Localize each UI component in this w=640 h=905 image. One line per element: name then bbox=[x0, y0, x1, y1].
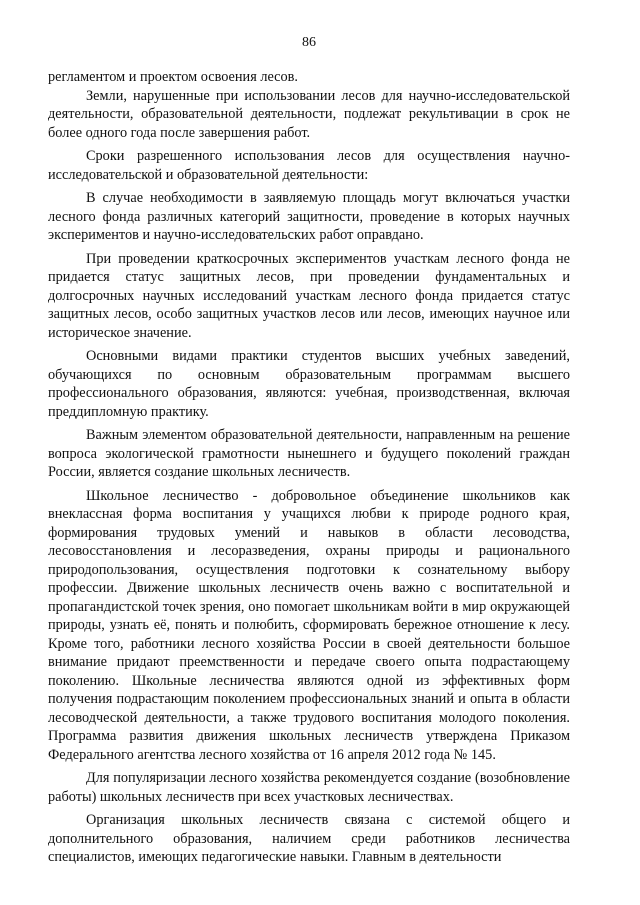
paragraph-student-practice: Основными видами практики студентов высших учебных заведений, обучающихся по основным образовательным программам высшего профессионального образования, являются: учебная, производственная, включая преддипломную практику. bbox=[48, 348, 570, 420]
paragraph-ecological-literacy: Важным элементом образовательной деятельности, направленным на решение вопроса экологической грамотности нынешнего и будущего поколений граждан России, является создание школьных лесничеств. bbox=[48, 427, 570, 480]
paragraph-short-term-experiments: При проведении краткосрочных экспериментов участкам лесного фонда не придается статус защитных лесов, при проведении фундаментальных и долгосрочных научных исследований участкам лесного фонда придается статус защитных лесов, особо защитных участков лесов или лесов, имеющих научное или историческое значение. bbox=[48, 250, 570, 341]
paragraph-protection-categories: В случае необходимости в заявляемую площадь могут включаться участки лесного фонда различных категорий защитности, проведение в которых научных экспериментов и научно-исследовательских работ оправдано. bbox=[48, 190, 570, 243]
paragraph-continuation: регламентом и проектом освоения лесов. bbox=[48, 69, 298, 85]
paragraph-organization: Организация школьных лесничеств связана с системой общего и дополнительного образования, наличием среди работников лесничества специалистов, имеющих педагогические навыки. Главным в деятельности bbox=[48, 812, 570, 865]
paragraph-land-reclamation: Земли, нарушенные при использовании лесов для научно-исследовательской деятельности, образовательной деятельности, подлежат рекультивации в срок не более одного года после завершения работ. bbox=[48, 87, 570, 141]
page-number: 86 bbox=[302, 35, 316, 50]
paragraph-school-forestry: Школьное лесничество - добровольное объединение школьников как внеклассная форма воспитания у учащихся любви к природе родного края, формирования трудовых умений и навыков в области лесоводства, лесовосстановления и лесоразведения, охраны природы и рационального природопользования, осуществления подготовки к сознательному выбору профессии. Движение школьных лесничеств очень важно с воспитательной и пропагандистской точек зрения, оно помогает школьникам войти в мир окружающей природы, узнать её, понять и полюбить, сформировать бережное отношение к лесу. Кроме того, работники лесного хозяйства России в своей деятельности большое внимание придают преемственности и передаче своего опыта подрастающему поколению. Школьные лесничества являются одной из эффективных форм получения подрастающим поколением профессиональных знаний и опыта в области лесоводческой деятельности, а также трудового воспитания молодого поколения. Программа развития движения школьных лесничеств утверждена Приказом Федерального агентства лесного хозяйства от 16 апреля 2012 года № 145. bbox=[48, 487, 570, 763]
paragraph-usage-terms: Сроки разрешенного использования лесов для осуществления научно-исследовательской и образовательной деятельности: bbox=[48, 148, 570, 183]
paragraph-popularization: Для популяризации лесного хозяйства рекомендуется создание (возобновление работы) школьных лесничеств при всех участковых лесничествах. bbox=[48, 770, 570, 805]
